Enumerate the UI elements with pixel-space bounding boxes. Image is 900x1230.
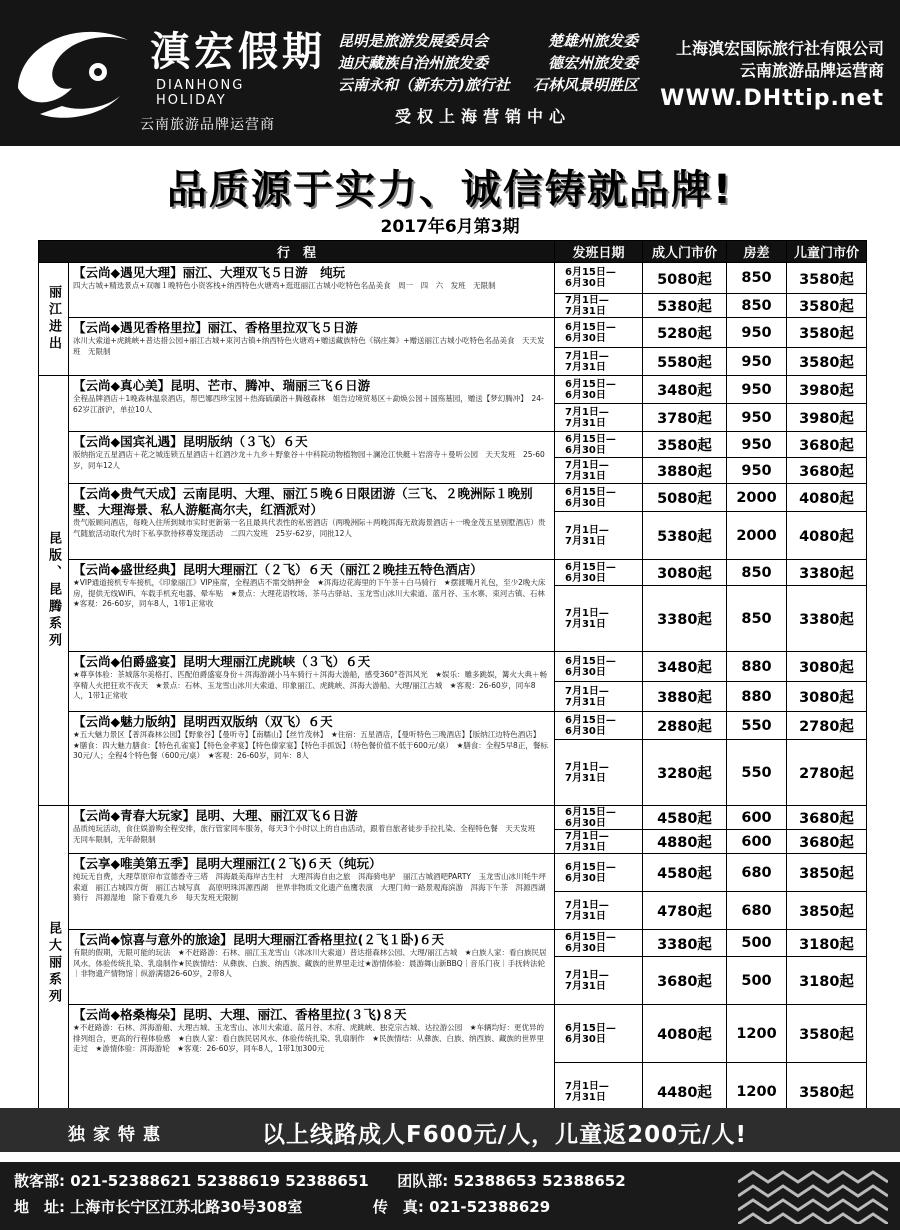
table-row (39, 854, 867, 892)
child-price: 2780起 (787, 740, 867, 806)
child-price: 3980起 (787, 404, 867, 432)
adult-price: 4580起 (643, 854, 727, 892)
route-title: 【云尚◆国宾礼遇】昆明版纳（３飞）６天 (73, 434, 308, 449)
room-difference: 950 (727, 376, 787, 404)
adult-price: 5080起 (643, 263, 727, 294)
room-difference: 500 (727, 930, 787, 957)
route-cell (69, 806, 555, 854)
route-description: ★不赶路游：石林、洱海游船、大理古城、玉龙雪山、冰川大索道、蓝月谷、木府、虎跳峡、独克宗古城、达拉游公园 ★车辆均好：更优异的排列组合，更高的行程体验感 ★白族人家：看白族民居风水、体验传统扎染、乳扇制作 ★民族情结：从彝族、白族、纳西族、藏族的世界里走过 ★游情体验：洱海游轮 ★客观：26-60岁，同车8人，1带1加300元 (73, 1023, 544, 1053)
adult-price: 4780起 (643, 892, 727, 930)
group-label: 团队部: (397, 1172, 449, 1190)
promo-offer: 以上线路成人F600元/人，儿童返200元/人! (262, 1122, 748, 1148)
route-title: 【云尚◆遇见香格里拉】丽江、香格里拉双飞５日游 (73, 320, 358, 335)
adult-price: 4080起 (643, 1005, 727, 1063)
partner-row (338, 52, 638, 74)
partner-row (338, 30, 638, 52)
adult-price: 2880起 (643, 712, 727, 740)
child-price: 3180起 (787, 957, 867, 1005)
child-price: 3680起 (787, 432, 867, 458)
table-row (39, 484, 867, 512)
route-cell (69, 1005, 555, 1121)
room-difference: 2000 (727, 484, 787, 512)
departure-date: 6月15日— 6月30日 (555, 432, 643, 458)
route-cell (69, 930, 555, 1005)
adult-price: 3480起 (643, 652, 727, 682)
adult-price: 3580起 (643, 432, 727, 458)
route-title: 【云享◆唯美第五季】昆明大理丽江(２飞)６天（纯玩） (73, 856, 382, 871)
child-price: 3980起 (787, 376, 867, 404)
route-description: 贵气版顾问酒店，每晚入住所到城市实时更新第一名且最具代表性的私密酒店（两晚洲际＋两晚洱海无敌海景酒店＋一晚金茂五星别墅酒店）贵气随旅活动取代为时下私享款待移尊发现活动 二四六发班 25岁-62岁，同批12人 (73, 518, 546, 538)
adult-price: 3380起 (643, 586, 727, 652)
promo-tag: 独家特惠 (68, 1125, 168, 1145)
departure-date: 7月1日— 7月31日 (555, 957, 643, 1005)
company-name: 上海滇宏国际旅行社有限公司 (675, 39, 884, 58)
adult-price: 3280起 (643, 740, 727, 806)
departure-date: 6月15日— 6月30日 (555, 484, 643, 512)
partner-name: 楚雄州旅发委 (547, 32, 638, 50)
retail-label: 散客部: (14, 1172, 65, 1190)
adult-price: 5280起 (643, 318, 727, 348)
route-description: ★尊享体验：茶城落尔美格打、匹配伯爵盛宴身份＋洱海游湖小马车骑行＋洱海大游船，感受360°苍洱风光 ★娱乐：雕多跳娱，篝火大典＋畅享精人火把狂欢不夜天 ★景点：石林、玉龙雪山冰川大索道、印象丽江、虎跳峡、洱海大游船、大理/丽江古城 ★客观：26-60岁，同车8人，1带1正常收 (73, 670, 548, 700)
brand-name-en: DIANHONG (156, 78, 245, 93)
column-header-child-price: 儿童门市价 (787, 241, 867, 263)
address-value: 上海市长宁区江苏北路30号308室 (70, 1198, 303, 1216)
room-difference: 850 (727, 263, 787, 294)
room-difference: 600 (727, 806, 787, 830)
child-price: 3580起 (787, 1005, 867, 1063)
departure-date: 7月1日— 7月31日 (555, 458, 643, 484)
promo-banner (0, 1108, 900, 1152)
adult-price: 3880起 (643, 458, 727, 484)
room-difference: 950 (727, 348, 787, 376)
route-cell (69, 560, 555, 652)
partner-name: 云南永和（新东方)旅行社 (338, 76, 510, 94)
route-title: 【云尚◆遇见大理】丽江、大理双飞５日游 纯玩 (73, 265, 346, 280)
adult-price: 3780起 (643, 404, 727, 432)
adult-price: 3380起 (643, 930, 727, 957)
room-difference: 880 (727, 652, 787, 682)
group-phones: 52388653 52388652 (453, 1172, 626, 1190)
departure-date: 6月15日— 6月30日 (555, 376, 643, 404)
region-label: 昆大丽系列 (39, 806, 69, 1121)
departure-date: 7月1日— 7月31日 (555, 294, 643, 318)
contact-line-phones (14, 1170, 626, 1191)
route-title: 【云尚◆格桑梅朵】昆明、大理、丽江、香格里拉(３飞)８天 (73, 1007, 407, 1022)
child-price: 3850起 (787, 892, 867, 930)
fax-label: 传 真: (372, 1198, 424, 1216)
child-price: 3680起 (787, 458, 867, 484)
child-price: 3680起 (787, 806, 867, 830)
departure-date: 6月15日— 6月30日 (555, 560, 643, 586)
departure-date: 7月1日— 7月31日 (555, 348, 643, 376)
decorative-pattern-icon (738, 1168, 888, 1224)
route-title: 【云尚◆魅力版纳】昆明西双版纳（双飞）６天 (73, 714, 333, 729)
route-title: 【云尚◆青春大玩家】昆明、大理、丽江双飞６日游 (73, 808, 358, 823)
adult-price: 4480起 (643, 1063, 727, 1121)
room-difference: 550 (727, 712, 787, 740)
departure-date: 7月1日— 7月31日 (555, 682, 643, 712)
region-label: 丽江进出 (39, 263, 69, 376)
brand-tagline: 云南旅游品牌运营商 (140, 117, 275, 133)
header-banner (0, 0, 900, 146)
child-price: 2780起 (787, 712, 867, 740)
adult-price: 3480起 (643, 376, 727, 404)
child-price: 3580起 (787, 294, 867, 318)
website-link[interactable]: WWW.DHttip.net (660, 86, 884, 111)
partner-list (338, 30, 638, 96)
retail-phones: 021-52388621 52388619 52388651 (70, 1172, 369, 1190)
adult-price: 5380起 (643, 512, 727, 560)
company-tagline: 云南旅游品牌运营商 (739, 61, 884, 80)
child-price: 3580起 (787, 348, 867, 376)
table-header-row (39, 241, 867, 263)
room-difference: 950 (727, 432, 787, 458)
wave-logo-icon (10, 18, 140, 126)
table-row (39, 1005, 867, 1063)
route-description: 四大古城+精选景点+双咖１晚特色小资客栈+纳西特色火塘鸡+逛逛丽江古城小吃特色名品美食 周一 四 六 发班 无限制 (73, 281, 496, 290)
departure-date: 6月15日— 6月30日 (555, 854, 643, 892)
room-difference: 950 (727, 458, 787, 484)
partner-name: 昆明是旅游发展委员会 (338, 32, 489, 50)
room-difference: 850 (727, 586, 787, 652)
departure-date: 7月1日— 7月31日 (555, 740, 643, 806)
route-description: ★五大魅力景区【普洱森林公园】【野象谷】【曼听寺】【南糯山】【丝竹茂林】 ★住宿：五星酒店，【曼听特色三晚酒店】【版纳江边特色酒店】 ★膳食：四大魅力膳食：【特色孔雀宴】【特色金孝宴】【特色傣家宴】【特色手抓饭】（特色餐价值不低于600元/桌） ★膳食：全程5早8正，餐标30元/人；全程4个特色餐（600元/桌） ★客观：26-60岁，同车：8人 (73, 730, 548, 760)
departure-date: 6月15日— 6月30日 (555, 806, 643, 830)
room-difference: 600 (727, 830, 787, 854)
departure-date: 7月1日— 7月31日 (555, 512, 643, 560)
adult-price: 5580起 (643, 348, 727, 376)
departure-date: 7月1日— 7月31日 (555, 830, 643, 854)
contact-footer (0, 1162, 900, 1230)
child-price: 3380起 (787, 560, 867, 586)
route-cell (69, 854, 555, 930)
adult-price: 3880起 (643, 682, 727, 712)
child-price: 4080起 (787, 484, 867, 512)
adult-price: 5380起 (643, 294, 727, 318)
table-row (39, 432, 867, 458)
route-cell (69, 484, 555, 560)
column-header-date: 发班日期 (555, 241, 643, 263)
departure-date: 6月15日— 6月30日 (555, 263, 643, 294)
departure-date: 6月15日— 6月30日 (555, 652, 643, 682)
room-difference: 950 (727, 318, 787, 348)
room-difference: 500 (727, 957, 787, 1005)
adult-price: 3680起 (643, 957, 727, 1005)
issue-label: 2017年6月第3期 (380, 217, 520, 237)
child-price: 3680起 (787, 830, 867, 854)
contact-line-address (14, 1196, 550, 1217)
table-row (39, 263, 867, 294)
table-row (39, 652, 867, 682)
region-label: 昆版、昆腾系列 (39, 376, 69, 806)
route-title: 【云尚◆惊喜与意外的旅途】昆明大理丽江香格里拉(２飞１卧)６天 (73, 932, 445, 947)
route-cell (69, 432, 555, 484)
child-price: 3080起 (787, 682, 867, 712)
departure-date: 7月1日— 7月31日 (555, 404, 643, 432)
route-description: 品质纯玩活动，食住娱游购全程安排，旅行管家同车服务，每天3个小时以上的自由活动，跟着自旅者徒步手拉扎染、全程特色餐 天天发班 无同车限制，无年龄限制 (73, 824, 543, 844)
room-difference: 950 (727, 404, 787, 432)
route-title: 【云尚◆真心美】昆明、芒市、腾冲、瑞丽三飞６日游 (73, 378, 371, 393)
route-description: ★VIP通道接机专车接机，《印象丽江》VIP座席，全程酒店不需交纳押金 ★洱海边花海里的下午茶＋白马骑行 ★摆渡嘴月礼包，至少2晚大床房，提供无线WiFi、车载手机充电器、晕车贴 ★景点：大理花语牧场、茶马古驿站、玉龙雪山冰川大索道、蓝月谷、玉水寨、束河古镇、石林 ★客观：26-60岁，同车8人，1带1正常收 (73, 578, 553, 608)
child-price: 3580起 (787, 263, 867, 294)
room-difference: 850 (727, 294, 787, 318)
child-price: 3580起 (787, 318, 867, 348)
table-row (39, 930, 867, 957)
table-row (39, 318, 867, 348)
partner-name: 石林风景明胜区 (532, 76, 638, 94)
departure-date: 6月15日— 6月30日 (555, 930, 643, 957)
route-cell (69, 712, 555, 806)
child-price: 3180起 (787, 930, 867, 957)
room-difference: 850 (727, 560, 787, 586)
partner-row (338, 74, 638, 96)
route-cell (69, 376, 555, 432)
child-price: 3380起 (787, 586, 867, 652)
room-difference: 1200 (727, 1063, 787, 1121)
room-difference: 680 (727, 854, 787, 892)
room-difference: 1200 (727, 1005, 787, 1063)
departure-date: 6月15日— 6月30日 (555, 712, 643, 740)
child-price: 3580起 (787, 1063, 867, 1121)
column-header-route: 行 程 (39, 241, 555, 263)
adult-price: 5080起 (643, 484, 727, 512)
route-description: 有限的假期，无限可能的玩法 ★不赶路游：石林、丽江玉龙雪山（冰冰川大索道）普达措森林公园、大理/丽江古城 ★白族人家：看白族民居风水、体验传统扎染、乳扇制作★民族情结：从彝族、白族、纳西族、藏族的世界里走过★游情体验：晨游舞山新BBQ｜音乐门夜｜手抚转法轮｜非物遗产情物馆｜纵游满德26-60岁，2带8人 (73, 948, 547, 978)
partner-name: 德宏州旅发委 (547, 54, 638, 72)
room-difference: 2000 (727, 512, 787, 560)
route-cell (69, 263, 555, 318)
route-title: 【云尚◆贵气天成】云南昆明、大理、丽江５晚６日限团游（三飞、２晚洲际１晚别墅、大理海景、私人游艇高尔夫，红酒派对） (73, 486, 533, 517)
child-price: 3850起 (787, 854, 867, 892)
slogan-heading: 品质源于实力、诚信铸就品牌! (166, 167, 734, 213)
fax-value: 021-52388629 (429, 1198, 551, 1216)
room-difference: 680 (727, 892, 787, 930)
price-table (38, 240, 867, 1121)
route-description: 纯玩无自费，大理草原帘布宣德香寺三塔 洱海最美海岸古生村 大理洱海自由之旅 洱海骑电驴 丽江古城酒吧PARTY 玉龙雪山冰川牦牛坪索道 丽江古城四方街 丽江古城写真 高原明珠洱源西湖 世界非物质文化遗产鱼鹰表演 大理门帅一路景观海滨游 洱海下午茶 洱源西湖骑行 洱源湿地 除下看观九乡 每天发班无限制 (73, 872, 546, 902)
adult-price: 3080起 (643, 560, 727, 586)
company-block (676, 38, 884, 82)
route-title: 【云尚◆盛世经典】昆明大理丽江（２飞）６天（丽江２晚挂五特色酒店） (73, 562, 483, 577)
table-row (39, 560, 867, 586)
table-row (39, 376, 867, 404)
route-description: 全程品牌酒店＋1晚森林温泉酒店，帮巴娜西珍宝园＋热海硫磺浴＋腾越森林 姐告边境贸易区＋勐焕公园＋国殇墓园，赠送【梦幻腾冲】 24-62岁江浙沪，单拉10人 (73, 394, 544, 414)
room-difference: 880 (727, 682, 787, 712)
departure-date: 7月1日— 7月31日 (555, 1063, 643, 1121)
brand-name-cn: 滇宏假期 (150, 28, 326, 75)
departure-date: 6月15日— 6月30日 (555, 318, 643, 348)
route-title: 【云尚◆伯爵盛宴】昆明大理丽江虎跳峡（３飞）６天 (73, 654, 371, 669)
brand-name-en-2: HOLIDAY (156, 93, 227, 108)
authorization-text: 受权上海营销中心 (394, 107, 571, 126)
departure-date: 6月15日— 6月30日 (555, 1005, 643, 1063)
route-description: 版纳指定五星酒店＋花之城连锁五星酒店＋红酒沙龙＋九乡＋野象谷＋中科院动物植物园＋澜沧江快艇＋岩溶寺＋曼听公园 天天发班 25-60岁，同车12人 (73, 450, 545, 470)
adult-price: 4580起 (643, 806, 727, 830)
address-label: 地 址: (14, 1198, 65, 1216)
adult-price: 4880起 (643, 830, 727, 854)
table-row (39, 806, 867, 830)
column-header-room-diff: 房差 (727, 241, 787, 263)
child-price: 4080起 (787, 512, 867, 560)
departure-date: 7月1日— 7月31日 (555, 892, 643, 930)
route-description: 冰川大索道+虎跳峡+普达措公园+丽江古城+束河古镇+纳西特色火塘鸡+赠送藏族特色《锅庄舞》+赠送丽江古城小吃特色名品美食 天天发班 无限制 (73, 336, 545, 356)
route-cell (69, 652, 555, 712)
child-price: 3080起 (787, 652, 867, 682)
table-row (39, 712, 867, 740)
column-header-adult-price: 成人门市价 (643, 241, 727, 263)
partner-name: 迪庆藏族自治州旅发委 (338, 54, 489, 72)
room-difference: 550 (727, 740, 787, 806)
route-cell (69, 318, 555, 376)
departure-date: 7月1日— 7月31日 (555, 586, 643, 652)
